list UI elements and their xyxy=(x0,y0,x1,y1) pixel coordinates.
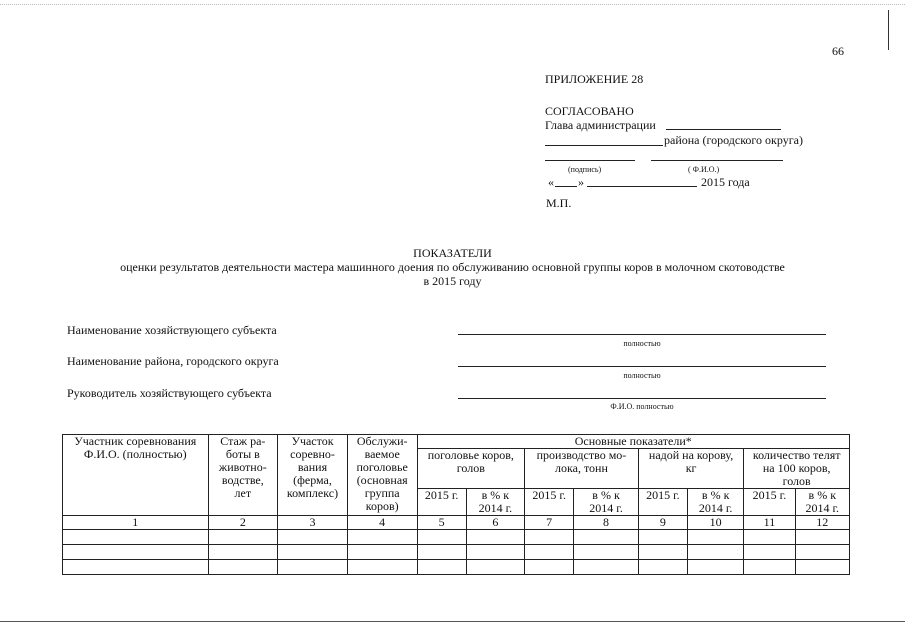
column-number: 10 xyxy=(687,516,743,530)
field-hint: полностью xyxy=(623,371,661,380)
column-number: 8 xyxy=(574,516,639,530)
field-hint: Ф.И.О. полностью xyxy=(610,402,674,411)
experience-header: Стаж ра- боты в животно- водстве, лет xyxy=(208,435,278,516)
document-subtitle-line1: оценки результатов деятельности мастера машинного доения по обслуживанию основной группы коров в молочном скотоводстве xyxy=(120,260,785,274)
field-line xyxy=(458,366,826,367)
top-scan-edge xyxy=(0,4,905,5)
bottom-scan-edge xyxy=(0,621,905,622)
percent-subheader: в % к 2014 г. xyxy=(687,489,743,516)
field-label: Наименование хозяйствующего субъекта xyxy=(67,323,277,337)
head-name-line xyxy=(666,129,781,130)
page-edge-mark xyxy=(888,10,889,50)
day-line xyxy=(555,186,577,187)
column-number: 6 xyxy=(466,516,524,530)
percent-subheader: в % к 2014 г. xyxy=(795,489,849,516)
field-hint: полностью xyxy=(623,339,661,348)
group-header: Обслужи- ваемое поголовье (основная группа коров) xyxy=(347,435,417,516)
field-label: Наименование района, городского округа xyxy=(67,354,279,368)
column-number: 3 xyxy=(278,516,348,530)
column-number: 5 xyxy=(417,516,466,530)
table-header-row-1 xyxy=(63,435,850,449)
column-number-row xyxy=(63,516,850,530)
field-line xyxy=(458,334,826,335)
year-text: 2015 года xyxy=(701,175,750,189)
date-open-quote: « xyxy=(548,175,554,189)
column-number: 1 xyxy=(63,516,209,530)
year-subheader: 2015 г. xyxy=(638,489,687,516)
column-number: 12 xyxy=(795,516,849,530)
appendix-label: ПРИЛОЖЕНИЕ 28 xyxy=(545,72,644,86)
agreed-label: СОГЛАСОВАНО xyxy=(545,104,634,118)
column-number: 2 xyxy=(208,516,278,530)
main-indicators-header: Основные показатели* xyxy=(417,435,849,449)
stamp-label: М.П. xyxy=(546,196,572,210)
site-header: Участок соревно- вания (ферма, комплекс) xyxy=(278,435,348,516)
district-suffix: района (городского округа) xyxy=(664,133,803,147)
column-number: 7 xyxy=(525,516,574,530)
signature-label: (подпись) xyxy=(568,165,602,174)
milk-yield-header: надой на корову, кг xyxy=(638,449,744,489)
district-name-line xyxy=(545,145,663,146)
percent-subheader: в % к 2014 г. xyxy=(466,489,524,516)
milk-production-header: производство мо- лока, тонн xyxy=(525,449,639,489)
column-number: 11 xyxy=(744,516,795,530)
calves-header: количество телят на 100 коров, голов xyxy=(744,449,850,489)
year-subheader: 2015 г. xyxy=(525,489,574,516)
participant-header: Участник соревнования Ф.И.О. (полностью) xyxy=(63,435,209,516)
percent-subheader: в % к 2014 г. xyxy=(574,489,639,516)
document-heading: ПОКАЗАТЕЛИ xyxy=(413,246,492,260)
document-subtitle-line2: в 2015 году xyxy=(423,274,482,288)
year-subheader: 2015 г. xyxy=(417,489,466,516)
indicators-table xyxy=(62,434,850,575)
column-number: 4 xyxy=(347,516,417,530)
month-line xyxy=(587,186,697,187)
head-prefix: Глава администрации xyxy=(545,118,656,132)
cows-header: поголовье коров, голов xyxy=(417,449,525,489)
table-row xyxy=(63,530,850,545)
page-number: 66 xyxy=(832,44,844,58)
column-number: 9 xyxy=(638,516,687,530)
signature-line xyxy=(545,160,635,161)
table-row xyxy=(63,545,850,560)
fio-label: ( Ф.И.О.) xyxy=(688,165,720,174)
field-line xyxy=(458,398,826,399)
date-close-quote: » xyxy=(578,175,584,189)
fio-line xyxy=(651,160,783,161)
table-row xyxy=(63,560,850,575)
year-subheader: 2015 г. xyxy=(744,489,795,516)
field-label: Руководитель хозяйствующего субъекта xyxy=(67,386,272,400)
